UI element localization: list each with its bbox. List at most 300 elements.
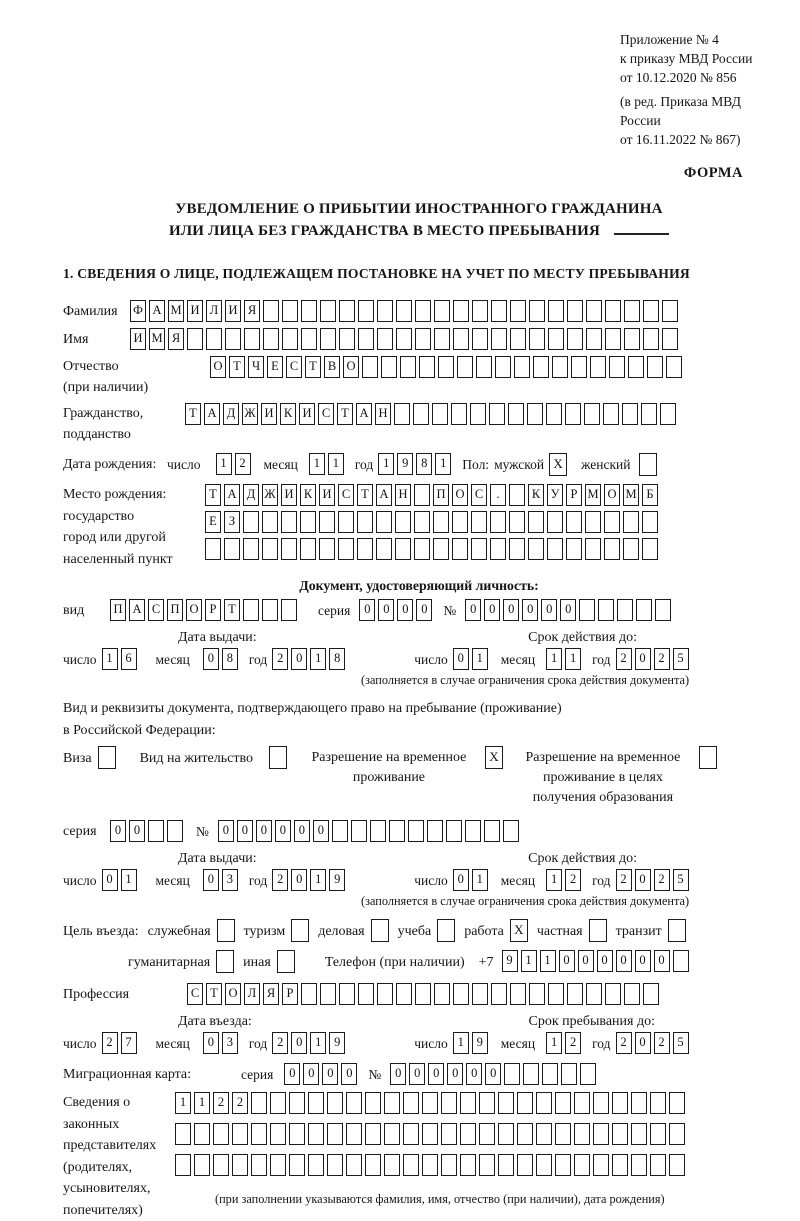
char-cell[interactable]: 0 [256, 820, 272, 842]
char-cell[interactable] [422, 1092, 438, 1114]
char-cell[interactable] [327, 1123, 343, 1145]
char-cell[interactable] [148, 820, 164, 842]
char-cell[interactable]: Я [168, 328, 184, 350]
char-cell[interactable] [623, 511, 639, 533]
char-cell[interactable] [381, 356, 397, 378]
char-cell[interactable] [624, 328, 640, 350]
char-cell[interactable]: Р [282, 983, 298, 1005]
char-cell[interactable]: 1 [435, 453, 451, 475]
char-cell[interactable] [491, 983, 507, 1005]
char-cell[interactable] [624, 983, 640, 1005]
char-cell[interactable]: 9 [397, 453, 413, 475]
char-cell[interactable] [604, 511, 620, 533]
char-cell[interactable] [434, 328, 450, 350]
char-cell[interactable] [301, 300, 317, 322]
char-cell[interactable] [339, 328, 355, 350]
char-cell[interactable] [452, 511, 468, 533]
char-cell[interactable] [509, 484, 525, 506]
char-cell[interactable] [504, 1063, 520, 1085]
char-cell[interactable] [642, 511, 658, 533]
char-cell[interactable]: В [324, 356, 340, 378]
char-cell[interactable] [357, 511, 373, 533]
char-cell[interactable]: Т [205, 484, 221, 506]
char-cell[interactable] [643, 300, 659, 322]
char-cell[interactable] [346, 1154, 362, 1176]
residence-permit-checkbox[interactable] [269, 746, 287, 769]
char-cell[interactable] [555, 1154, 571, 1176]
char-cell[interactable]: 2 [235, 453, 251, 475]
char-cell[interactable] [377, 300, 393, 322]
char-cell[interactable]: 2 [102, 1032, 118, 1054]
char-cell[interactable] [319, 511, 335, 533]
char-cell[interactable] [491, 328, 507, 350]
char-cell[interactable] [567, 300, 583, 322]
char-cell[interactable]: 9 [472, 1032, 488, 1054]
char-cell[interactable] [489, 403, 505, 425]
char-cell[interactable] [460, 1123, 476, 1145]
char-cell[interactable]: С [148, 599, 164, 621]
char-cell[interactable]: С [471, 484, 487, 506]
char-cell[interactable] [593, 1092, 609, 1114]
char-cell[interactable]: И [281, 484, 297, 506]
char-cell[interactable] [365, 1154, 381, 1176]
char-cell[interactable] [528, 511, 544, 533]
char-cell[interactable] [281, 599, 297, 621]
char-cell[interactable] [631, 1092, 647, 1114]
char-cell[interactable] [542, 1063, 558, 1085]
char-cell[interactable] [580, 1063, 596, 1085]
char-cell[interactable]: 1 [565, 648, 581, 670]
char-cell[interactable] [251, 1092, 267, 1114]
char-cell[interactable]: 1 [121, 869, 137, 891]
char-cell[interactable] [346, 1092, 362, 1114]
char-cell[interactable] [642, 538, 658, 560]
char-cell[interactable] [441, 1092, 457, 1114]
char-cell[interactable] [282, 300, 298, 322]
char-cell[interactable] [376, 538, 392, 560]
char-cell[interactable]: 2 [565, 1032, 581, 1054]
char-cell[interactable] [471, 511, 487, 533]
char-cell[interactable] [612, 1092, 628, 1114]
char-cell[interactable] [567, 983, 583, 1005]
char-cell[interactable] [244, 328, 260, 350]
char-cell[interactable] [320, 983, 336, 1005]
char-cell[interactable] [384, 1123, 400, 1145]
char-cell[interactable]: 5 [673, 869, 689, 891]
char-cell[interactable]: И [187, 300, 203, 322]
char-cell[interactable]: Н [375, 403, 391, 425]
char-cell[interactable] [498, 1154, 514, 1176]
char-cell[interactable]: 1 [546, 1032, 562, 1054]
char-cell[interactable]: И [299, 403, 315, 425]
char-cell[interactable] [338, 511, 354, 533]
char-cell[interactable]: 0 [616, 950, 632, 972]
char-cell[interactable]: 0 [485, 1063, 501, 1085]
char-cell[interactable] [491, 300, 507, 322]
char-cell[interactable] [243, 599, 259, 621]
char-cell[interactable] [603, 403, 619, 425]
char-cell[interactable] [571, 356, 587, 378]
char-cell[interactable] [490, 538, 506, 560]
char-cell[interactable] [555, 1092, 571, 1114]
char-cell[interactable] [300, 538, 316, 560]
char-cell[interactable] [465, 820, 481, 842]
char-cell[interactable] [617, 599, 633, 621]
char-cell[interactable] [660, 403, 676, 425]
char-cell[interactable] [472, 983, 488, 1005]
checkbox[interactable] [217, 919, 235, 942]
char-cell[interactable]: М [168, 300, 184, 322]
char-cell[interactable]: Д [243, 484, 259, 506]
char-cell[interactable] [641, 403, 657, 425]
char-cell[interactable]: К [300, 484, 316, 506]
char-cell[interactable] [517, 1092, 533, 1114]
char-cell[interactable] [514, 356, 530, 378]
checkbox[interactable] [277, 950, 295, 973]
char-cell[interactable] [396, 983, 412, 1005]
char-cell[interactable] [529, 328, 545, 350]
char-cell[interactable] [472, 328, 488, 350]
checkbox[interactable] [668, 919, 686, 942]
char-cell[interactable]: 0 [203, 869, 219, 891]
char-cell[interactable]: 0 [341, 1063, 357, 1085]
char-cell[interactable] [419, 356, 435, 378]
char-cell[interactable]: 1 [310, 1032, 326, 1054]
char-cell[interactable] [327, 1154, 343, 1176]
char-cell[interactable]: 5 [673, 1032, 689, 1054]
char-cell[interactable] [453, 300, 469, 322]
char-cell[interactable]: 2 [272, 1032, 288, 1054]
char-cell[interactable] [270, 1123, 286, 1145]
char-cell[interactable] [289, 1092, 305, 1114]
char-cell[interactable] [552, 356, 568, 378]
char-cell[interactable]: Т [305, 356, 321, 378]
char-cell[interactable] [574, 1154, 590, 1176]
char-cell[interactable] [433, 511, 449, 533]
char-cell[interactable] [631, 1123, 647, 1145]
char-cell[interactable] [433, 538, 449, 560]
char-cell[interactable] [384, 1154, 400, 1176]
char-cell[interactable]: Ж [262, 484, 278, 506]
char-cell[interactable] [262, 538, 278, 560]
char-cell[interactable]: С [286, 356, 302, 378]
char-cell[interactable] [622, 403, 638, 425]
char-cell[interactable] [308, 1092, 324, 1114]
char-cell[interactable]: 0 [378, 599, 394, 621]
char-cell[interactable] [452, 538, 468, 560]
char-cell[interactable] [495, 356, 511, 378]
checkbox[interactable] [371, 919, 389, 942]
char-cell[interactable] [536, 1123, 552, 1145]
char-cell[interactable]: 0 [129, 820, 145, 842]
char-cell[interactable]: 0 [390, 1063, 406, 1085]
temp-residence-checkbox[interactable]: X [485, 746, 503, 769]
char-cell[interactable] [566, 538, 582, 560]
char-cell[interactable]: 0 [428, 1063, 444, 1085]
char-cell[interactable] [339, 300, 355, 322]
char-cell[interactable]: 6 [121, 648, 137, 670]
char-cell[interactable] [281, 511, 297, 533]
char-cell[interactable] [662, 300, 678, 322]
char-cell[interactable]: О [210, 356, 226, 378]
char-cell[interactable]: А [376, 484, 392, 506]
temp-residence-education-checkbox[interactable] [699, 746, 717, 769]
char-cell[interactable]: Н [395, 484, 411, 506]
char-cell[interactable]: О [604, 484, 620, 506]
char-cell[interactable] [357, 538, 373, 560]
char-cell[interactable]: Т [229, 356, 245, 378]
char-cell[interactable] [669, 1123, 685, 1145]
char-cell[interactable]: 0 [466, 1063, 482, 1085]
char-cell[interactable]: 2 [272, 648, 288, 670]
char-cell[interactable] [362, 356, 378, 378]
char-cell[interactable] [460, 1154, 476, 1176]
char-cell[interactable]: 0 [635, 950, 651, 972]
char-cell[interactable] [262, 599, 278, 621]
char-cell[interactable] [427, 820, 443, 842]
char-cell[interactable]: Л [206, 300, 222, 322]
char-cell[interactable]: О [186, 599, 202, 621]
char-cell[interactable] [415, 300, 431, 322]
char-cell[interactable] [453, 983, 469, 1005]
char-cell[interactable] [194, 1154, 210, 1176]
char-cell[interactable] [669, 1154, 685, 1176]
char-cell[interactable] [408, 820, 424, 842]
char-cell[interactable] [432, 403, 448, 425]
char-cell[interactable] [457, 356, 473, 378]
char-cell[interactable] [605, 300, 621, 322]
char-cell[interactable]: 1 [546, 648, 562, 670]
char-cell[interactable] [643, 328, 659, 350]
char-cell[interactable] [650, 1092, 666, 1114]
char-cell[interactable]: 2 [213, 1092, 229, 1114]
char-cell[interactable] [605, 328, 621, 350]
char-cell[interactable] [351, 820, 367, 842]
char-cell[interactable]: Ф [130, 300, 146, 322]
char-cell[interactable]: А [149, 300, 165, 322]
char-cell[interactable] [415, 983, 431, 1005]
char-cell[interactable] [533, 356, 549, 378]
char-cell[interactable]: 1 [309, 453, 325, 475]
char-cell[interactable]: 1 [546, 869, 562, 891]
char-cell[interactable] [628, 356, 644, 378]
char-cell[interactable] [308, 1154, 324, 1176]
char-cell[interactable] [585, 538, 601, 560]
char-cell[interactable] [301, 983, 317, 1005]
char-cell[interactable]: С [338, 484, 354, 506]
char-cell[interactable] [623, 538, 639, 560]
char-cell[interactable]: 3 [222, 869, 238, 891]
char-cell[interactable] [673, 950, 689, 972]
char-cell[interactable]: 0 [635, 648, 651, 670]
char-cell[interactable] [243, 511, 259, 533]
char-cell[interactable]: М [623, 484, 639, 506]
char-cell[interactable] [377, 328, 393, 350]
char-cell[interactable]: И [225, 300, 241, 322]
char-cell[interactable] [389, 820, 405, 842]
char-cell[interactable]: И [261, 403, 277, 425]
char-cell[interactable]: 0 [291, 648, 307, 670]
char-cell[interactable]: 1 [216, 453, 232, 475]
char-cell[interactable]: 0 [559, 950, 575, 972]
char-cell[interactable] [320, 328, 336, 350]
char-cell[interactable]: 0 [294, 820, 310, 842]
char-cell[interactable]: 0 [465, 599, 481, 621]
char-cell[interactable]: О [452, 484, 468, 506]
char-cell[interactable]: 1 [540, 950, 556, 972]
char-cell[interactable] [414, 511, 430, 533]
char-cell[interactable] [194, 1123, 210, 1145]
char-cell[interactable]: 1 [472, 869, 488, 891]
char-cell[interactable] [438, 356, 454, 378]
char-cell[interactable] [414, 538, 430, 560]
char-cell[interactable]: Т [206, 983, 222, 1005]
char-cell[interactable]: О [225, 983, 241, 1005]
char-cell[interactable]: 2 [616, 869, 632, 891]
char-cell[interactable]: 0 [503, 599, 519, 621]
char-cell[interactable] [636, 599, 652, 621]
char-cell[interactable]: 0 [416, 599, 432, 621]
char-cell[interactable]: 0 [303, 1063, 319, 1085]
char-cell[interactable] [650, 1123, 666, 1145]
char-cell[interactable] [590, 356, 606, 378]
char-cell[interactable] [395, 511, 411, 533]
checkbox[interactable]: X [510, 919, 528, 942]
char-cell[interactable]: 2 [272, 869, 288, 891]
char-cell[interactable] [593, 1123, 609, 1145]
char-cell[interactable]: З [224, 511, 240, 533]
char-cell[interactable]: 1 [328, 453, 344, 475]
char-cell[interactable]: Л [244, 983, 260, 1005]
char-cell[interactable]: 2 [616, 1032, 632, 1054]
char-cell[interactable] [612, 1154, 628, 1176]
char-cell[interactable]: И [319, 484, 335, 506]
char-cell[interactable]: 0 [313, 820, 329, 842]
char-cell[interactable] [510, 983, 526, 1005]
char-cell[interactable] [403, 1123, 419, 1145]
char-cell[interactable] [643, 983, 659, 1005]
char-cell[interactable]: 0 [359, 599, 375, 621]
char-cell[interactable] [510, 300, 526, 322]
char-cell[interactable] [206, 328, 222, 350]
char-cell[interactable] [327, 1092, 343, 1114]
char-cell[interactable] [396, 300, 412, 322]
char-cell[interactable] [579, 599, 595, 621]
char-cell[interactable] [441, 1123, 457, 1145]
char-cell[interactable] [400, 356, 416, 378]
char-cell[interactable] [471, 538, 487, 560]
char-cell[interactable]: 0 [654, 950, 670, 972]
char-cell[interactable] [415, 328, 431, 350]
sex-male-checkbox[interactable]: X [549, 453, 567, 476]
char-cell[interactable] [529, 300, 545, 322]
char-cell[interactable] [289, 1154, 305, 1176]
char-cell[interactable] [479, 1092, 495, 1114]
char-cell[interactable] [662, 328, 678, 350]
char-cell[interactable] [213, 1154, 229, 1176]
char-cell[interactable]: 0 [635, 869, 651, 891]
char-cell[interactable] [476, 356, 492, 378]
char-cell[interactable] [536, 1092, 552, 1114]
char-cell[interactable] [650, 1154, 666, 1176]
char-cell[interactable] [508, 403, 524, 425]
char-cell[interactable] [319, 538, 335, 560]
char-cell[interactable]: Е [205, 511, 221, 533]
char-cell[interactable] [396, 328, 412, 350]
char-cell[interactable] [503, 820, 519, 842]
char-cell[interactable] [565, 403, 581, 425]
visa-checkbox[interactable] [98, 746, 116, 769]
char-cell[interactable] [574, 1123, 590, 1145]
char-cell[interactable] [167, 820, 183, 842]
char-cell[interactable] [395, 538, 411, 560]
char-cell[interactable] [624, 300, 640, 322]
char-cell[interactable] [332, 820, 348, 842]
checkbox[interactable] [216, 950, 234, 973]
char-cell[interactable] [365, 1092, 381, 1114]
char-cell[interactable] [403, 1092, 419, 1114]
char-cell[interactable] [598, 599, 614, 621]
char-cell[interactable]: . [490, 484, 506, 506]
char-cell[interactable] [358, 983, 374, 1005]
char-cell[interactable]: 0 [578, 950, 594, 972]
char-cell[interactable] [472, 300, 488, 322]
char-cell[interactable]: 0 [218, 820, 234, 842]
char-cell[interactable]: Р [205, 599, 221, 621]
char-cell[interactable] [270, 1092, 286, 1114]
char-cell[interactable] [585, 511, 601, 533]
char-cell[interactable]: С [318, 403, 334, 425]
char-cell[interactable] [262, 511, 278, 533]
char-cell[interactable]: Р [566, 484, 582, 506]
char-cell[interactable] [251, 1154, 267, 1176]
char-cell[interactable] [175, 1154, 191, 1176]
char-cell[interactable] [301, 328, 317, 350]
char-cell[interactable] [282, 328, 298, 350]
char-cell[interactable]: 1 [310, 869, 326, 891]
char-cell[interactable]: 0 [522, 599, 538, 621]
char-cell[interactable]: 7 [121, 1032, 137, 1054]
char-cell[interactable]: 3 [222, 1032, 238, 1054]
char-cell[interactable] [414, 484, 430, 506]
char-cell[interactable] [263, 328, 279, 350]
char-cell[interactable]: Д [223, 403, 239, 425]
char-cell[interactable] [422, 1154, 438, 1176]
char-cell[interactable] [232, 1123, 248, 1145]
char-cell[interactable]: 0 [447, 1063, 463, 1085]
char-cell[interactable] [441, 1154, 457, 1176]
char-cell[interactable] [422, 1123, 438, 1145]
char-cell[interactable]: П [433, 484, 449, 506]
char-cell[interactable]: 0 [291, 869, 307, 891]
checkbox[interactable] [437, 919, 455, 942]
char-cell[interactable]: Т [337, 403, 353, 425]
char-cell[interactable]: 0 [102, 869, 118, 891]
char-cell[interactable]: 8 [416, 453, 432, 475]
sex-female-checkbox[interactable] [639, 453, 657, 476]
char-cell[interactable] [547, 538, 563, 560]
char-cell[interactable] [187, 328, 203, 350]
char-cell[interactable] [479, 1123, 495, 1145]
char-cell[interactable] [460, 1092, 476, 1114]
checkbox[interactable] [589, 919, 607, 942]
char-cell[interactable] [243, 538, 259, 560]
char-cell[interactable] [213, 1123, 229, 1145]
char-cell[interactable]: Т [185, 403, 201, 425]
char-cell[interactable]: Б [642, 484, 658, 506]
char-cell[interactable]: М [149, 328, 165, 350]
char-cell[interactable] [536, 1154, 552, 1176]
